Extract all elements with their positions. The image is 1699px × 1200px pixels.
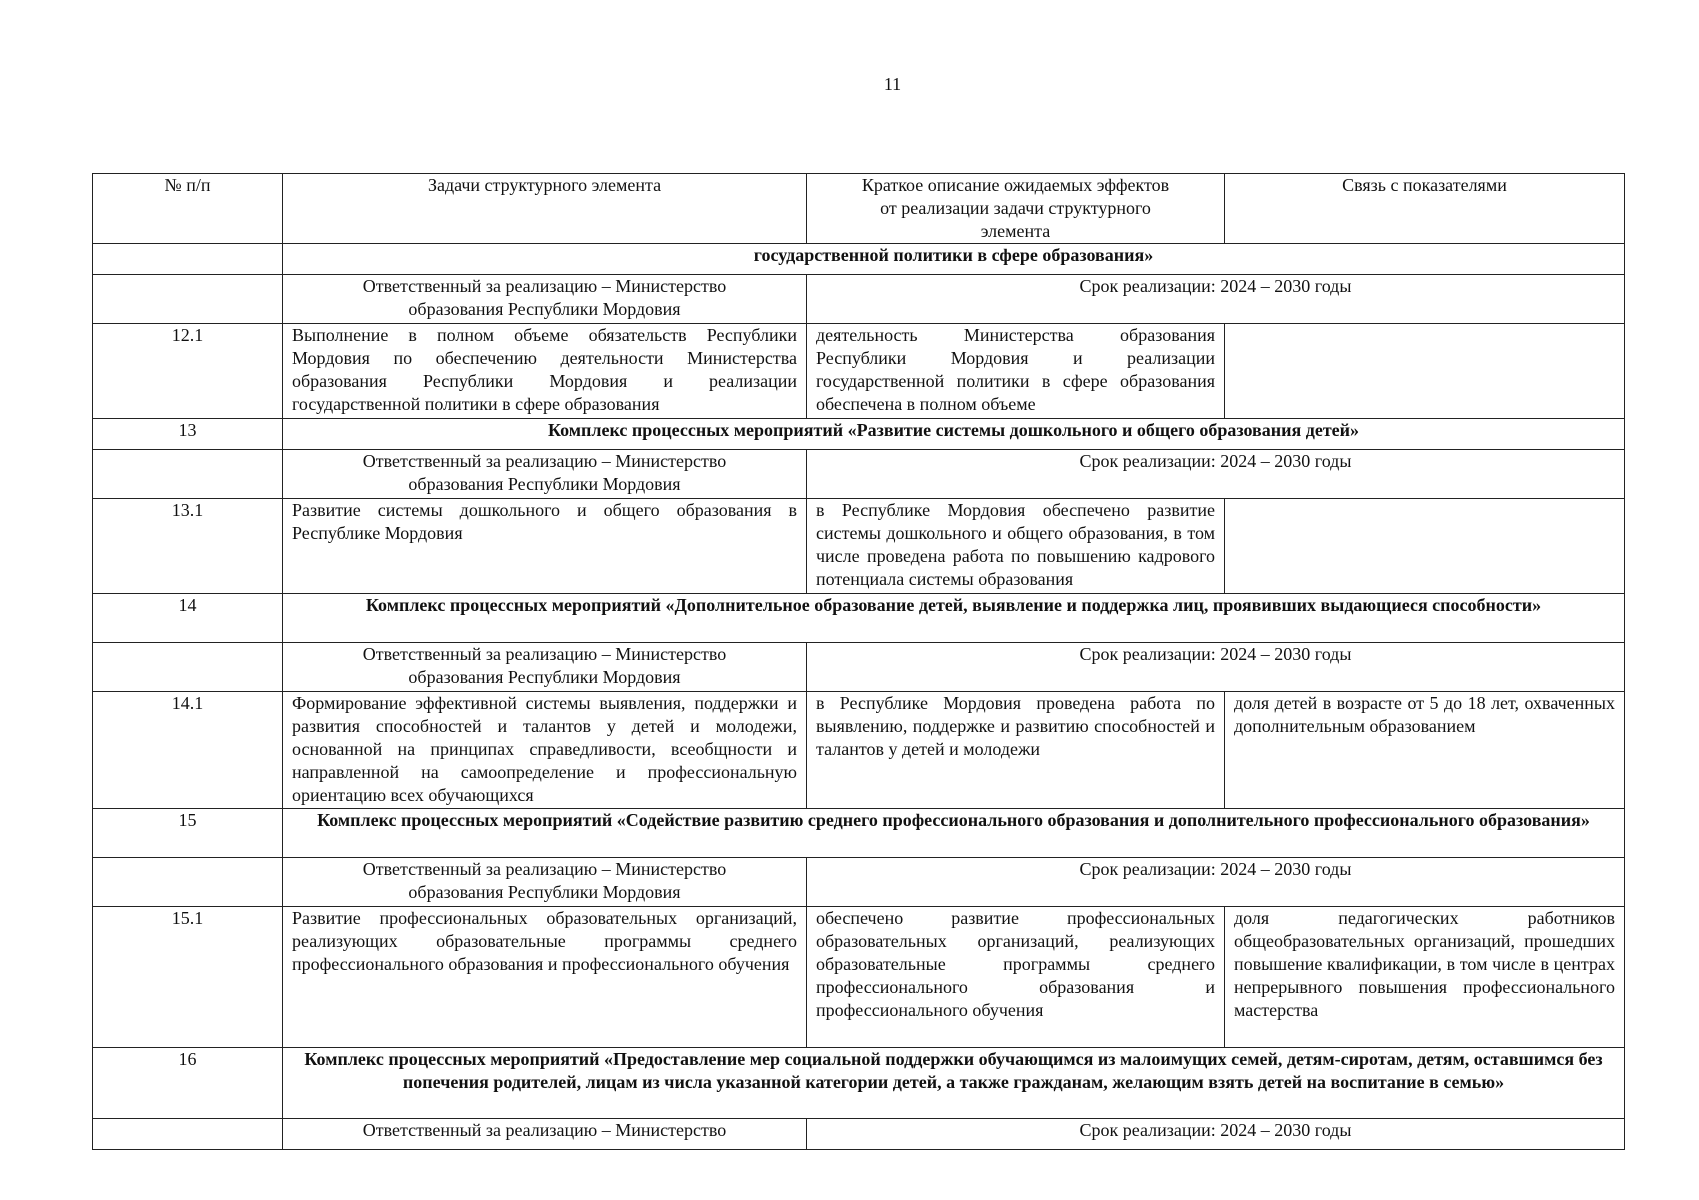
term-text: Срок реализации: 2024 – 2030 годы <box>807 450 1625 499</box>
row-num: 15.1 <box>93 907 283 1048</box>
section-num-cell <box>93 244 283 275</box>
term-text: Срок реализации: 2024 – 2030 годы <box>807 275 1625 324</box>
responsible-text: Ответственный за реализацию – Министерство образования Республики Мордовия <box>283 858 807 907</box>
indicator-text: доля детей в возрасте от 5 до 18 лет, охваченных дополнительным образованием <box>1225 692 1625 809</box>
responsible-text: Ответственный за реализацию – Министерство образования Республики Мордовия <box>283 275 807 324</box>
effect-text: в Республике Мордовия обеспечено развитие системы дошкольного и общего образования, в том числе проведена работа по повышению кадрового потенциала системы образования <box>807 499 1225 594</box>
empty-num-cell <box>93 1119 283 1150</box>
empty-num-cell <box>93 275 283 324</box>
header-tasks: Задачи структурного элемента <box>283 174 807 244</box>
task-text: Выполнение в полном объеме обязательств Республики Мордовия по обеспечению деятельности Министерства образования Республики Мордовия и реализации государственной политики в сфере образования <box>283 324 807 419</box>
row-num: 14.1 <box>93 692 283 809</box>
section-row <box>93 244 1625 275</box>
section-num: 15 <box>93 809 283 858</box>
section-title: Комплекс процессных мероприятий «Развитие системы дошкольного и общего образования детей» <box>283 419 1625 450</box>
indicator-text <box>1225 324 1625 419</box>
section-row <box>93 419 1625 450</box>
table-header-row <box>93 174 1625 244</box>
responsible-row <box>93 275 1625 324</box>
empty-num-cell <box>93 858 283 907</box>
section-row <box>93 809 1625 858</box>
section-title: государственной политики в сфере образования» <box>283 244 1625 275</box>
term-text: Срок реализации: 2024 – 2030 годы <box>807 643 1625 692</box>
header-num: № п/п <box>93 174 283 244</box>
measures-table <box>92 173 1625 1150</box>
task-text: Формирование эффективной системы выявления, поддержки и развития способностей и талантов у детей и молодежи, основанной на принципах справедливости, всеобщности и направленной на самоопределение и профессиональную ориентацию всех обучающихся <box>283 692 807 809</box>
section-title: Комплекс процессных мероприятий «Дополнительное образование детей, выявление и поддержка лиц, проявивших выдающиеся способности» <box>283 594 1625 643</box>
empty-num-cell <box>93 643 283 692</box>
term-text: Срок реализации: 2024 – 2030 годы <box>807 1119 1625 1150</box>
responsible-text: Ответственный за реализацию – Министерство образования Республики Мордовия <box>283 643 807 692</box>
table-row <box>93 324 1625 419</box>
responsible-row <box>93 643 1625 692</box>
table-row <box>93 692 1625 809</box>
effect-text: в Республике Мордовия проведена работа по выявлению, поддержке и развитию способностей и талантов у детей и молодежи <box>807 692 1225 809</box>
responsible-text: Ответственный за реализацию – Министерство <box>283 1119 807 1150</box>
section-num: 16 <box>93 1048 283 1119</box>
page-number: 11 <box>883 74 902 94</box>
responsible-row <box>93 1119 1625 1150</box>
table-row <box>93 907 1625 1048</box>
empty-num-cell <box>93 450 283 499</box>
indicator-text <box>1225 499 1625 594</box>
section-num: 14 <box>93 594 283 643</box>
responsible-row <box>93 858 1625 907</box>
responsible-text: Ответственный за реализацию – Министерство образования Республики Мордовия <box>283 450 807 499</box>
section-row <box>93 1048 1625 1119</box>
section-title: Комплекс процессных мероприятий «Содействие развитию среднего профессионального образования и дополнительного профессионального образования» <box>283 809 1625 858</box>
responsible-row <box>93 450 1625 499</box>
section-title: Комплекс процессных мероприятий «Предоставление мер социальной поддержки обучающимся из малоимущих семей, детям-сиротам, детям, оставшимся без попечения родителей, лицам из числа указанной категории детей, а также гражданам, желающим взять детей на воспитание в семью» <box>283 1048 1625 1119</box>
task-text: Развитие системы дошкольного и общего образования в Республике Мордовия <box>283 499 807 594</box>
row-num: 12.1 <box>93 324 283 419</box>
header-effects: Краткое описание ожидаемых эффектов от реализации задачи структурного элемента <box>807 174 1225 244</box>
section-row <box>93 594 1625 643</box>
effect-text: деятельность Министерства образования Республики Мордовия и реализации государственной политики в сфере образования обеспечена в полном объеме <box>807 324 1225 419</box>
indicator-text: доля педагогических работников общеобразовательных организаций, прошедших повышение квалификации, в том числе в центрах непрерывного повышения профессионального мастерства <box>1225 907 1625 1048</box>
task-text: Развитие профессиональных образовательных организаций, реализующих образовательные программы среднего профессионального образования и профессионального обучения <box>283 907 807 1048</box>
row-num: 13.1 <box>93 499 283 594</box>
table-row <box>93 499 1625 594</box>
header-link: Связь с показателями <box>1225 174 1625 244</box>
term-text: Срок реализации: 2024 – 2030 годы <box>807 858 1625 907</box>
effect-text: обеспечено развитие профессиональных образовательных организаций, реализующих образовательные программы среднего профессионального образования и профессионального обучения <box>807 907 1225 1048</box>
section-num: 13 <box>93 419 283 450</box>
